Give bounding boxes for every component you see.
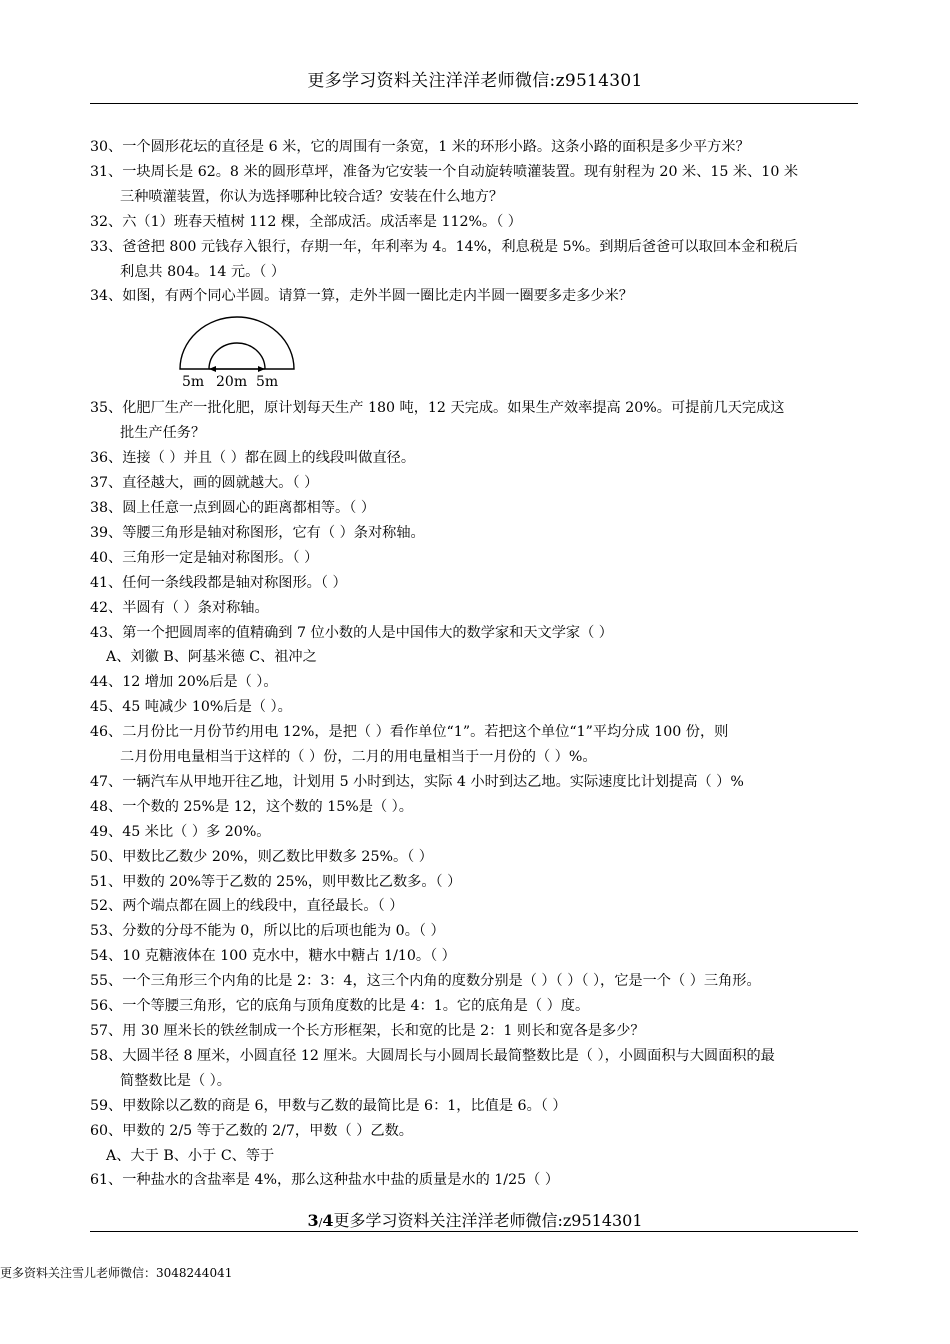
question-33: 33、爸爸把 800 元钱存入银行，存期一年，年利率为 4。14%，利息税是 5%。到期后爸爸可以取回本金和税后: [90, 238, 798, 255]
question-35: 35、化肥厂生产一批化肥，原计划每天生产 180 吨，12 天完成。如果生产效率提高 20%。可提前几天完成这: [90, 400, 785, 417]
question-43-options: A、刘徽 B、阿基米德 C、祖冲之: [106, 649, 317, 666]
question-56: 56、一个等腰三角形，它的底角与顶角度数的比是 4：1。它的底角是（ ）度。: [90, 998, 590, 1015]
question-44: 44、12 增加 20%后是（ ）。: [90, 674, 278, 691]
question-47: 47、一辆汽车从甲地开往乙地，计划用 5 小时到达，实际 4 小时到达乙地。实际速度比计划提高（ ）%: [90, 773, 744, 790]
question-48: 48、一个数的 25%是 12，这个数的 15%是（ ）。: [90, 798, 413, 815]
question-49: 49、45 米比（ ）多 20%。: [90, 823, 271, 840]
question-40: 40、三角形一定是轴对称图形。（ ）: [90, 549, 319, 566]
page-footer: [0, 1208, 950, 1231]
question-43: 43、第一个把圆周率的值精确到 7 位小数的人是中国伟大的数学家和天文学家（ ）: [90, 624, 613, 641]
question-52: 52、两个端点都在圆上的线段中，直径最长。（ ）: [90, 898, 404, 915]
label-outer-right: 5m: [256, 374, 279, 391]
question-45: 45、45 吨减少 10%后是（ ）。: [90, 699, 292, 716]
question-38: 38、圆上任意一点到圆心的距离都相等。（ ）: [90, 499, 376, 516]
question-31-cont: 三种喷灌装置，你认为选择哪种比较合适？安装在什么地方？: [120, 188, 504, 205]
question-46: 46、二月份比一月份节约用电 12%，是把（ ）看作单位“1”。若把这个单位“1”平均分成 100 份，则: [90, 724, 729, 741]
question-57: 57、用 30 厘米长的铁丝制成一个长方形框架，长和宽的比是 2：1 则长和宽各是多少？: [90, 1023, 645, 1039]
question-list: [90, 135, 862, 1193]
question-35-cont: 批生产任务？: [120, 425, 206, 442]
question-60: 60、甲数的 2/5 等于乙数的 2/7，甲数（ ）乙数。: [90, 1122, 413, 1139]
question-30: 30、一个圆形花坛的直径是 6 米，它的周围有一条宽，1 米的环形小路。这条小路的面积是多少平方米？: [90, 139, 750, 155]
header-rule: [90, 103, 858, 104]
concentric-semicircles-figure: [90, 309, 862, 396]
page-header: 更多学习资料关注洋洋老师微信:z9514301: [307, 71, 643, 91]
label-diameter: 20m: [216, 374, 248, 391]
question-36: 36、连接（ ）并且（ ）都在圆上的线段叫做直径。: [90, 450, 416, 467]
question-31: 31、一块周长是 62。8 米的圆形草坪，准备为它安装一个自动旋转喷灌装置。现有射程为 20 米、15 米、10 米: [90, 163, 799, 180]
question-32: 32、六（1）班春天植树 112 棵，全部成活。成活率是 112%。（ ）: [90, 213, 522, 230]
question-37: 37、直径越大，画的圆就越大。（ ）: [90, 475, 319, 492]
semicircle-diagram: [178, 315, 308, 391]
question-51: 51、甲数的 20%等于乙数的 25%，则甲数比乙数多。（ ）: [90, 873, 462, 890]
question-55: 55、一个三角形三个内角的比是 2：3：4，这三个内角的度数分别是（ ）（ ）（ ），它是一个（ ）三角形。: [90, 973, 761, 990]
page-number-separator: /: [318, 1216, 323, 1229]
question-41: 41、任何一条线段都是轴对称图形。（ ）: [90, 574, 347, 591]
question-53: 53、分数的分母不能为 0，所以比的后项也能为 0。（ ）: [90, 923, 445, 940]
label-outer-left: 5m: [182, 374, 205, 391]
question-59: 59、甲数除以乙数的商是 6，甲数与乙数的最简比是 6：1，比值是 6。（ ）: [90, 1097, 567, 1114]
footer-rule: [90, 1231, 858, 1232]
footer-text: 更多学习资料关注洋洋老师微信:z9514301: [333, 1211, 643, 1230]
page-number-total: 4: [322, 1211, 334, 1230]
bottom-note: 更多资料关注雪儿老师微信：3048244041: [0, 1266, 233, 1280]
question-58-cont: 简整数比是（ ）。: [120, 1072, 231, 1089]
question-46-cont: 二月份用电量相当于这样的（ ）份，二月的用电量相当于一月份的（ ）%。: [120, 749, 597, 766]
question-33-cont: 利息共 804。14 元。（ ）: [120, 263, 286, 280]
question-54: 54、10 克糖液体在 100 克水中，糖水中糖占 1/10。（ ）: [90, 948, 456, 965]
page-number-current: 3: [307, 1211, 319, 1230]
question-39: 39、等腰三角形是轴对称图形，它有（ ）条对称轴。: [90, 524, 425, 541]
question-58: 58、大圆半径 8 厘米，小圆直径 12 厘米。大圆周长与小圆周长最简整数比是（ ），小圆面积与大圆面积的最: [90, 1047, 775, 1064]
question-50: 50、甲数比乙数少 20%，则乙数比甲数多 25%。（ ）: [90, 848, 433, 865]
question-61: 61、一种盐水的含盐率是 4%，那么这种盐水中盐的质量是水的 1/25（ ）: [90, 1172, 560, 1189]
question-60-options: A、大于 B、小于 C、等于: [106, 1147, 275, 1164]
question-34: 34、如图，有两个同心半圆。请算一算，走外半圆一圈比走内半圆一圈要多走多少米？: [90, 288, 633, 305]
question-42: 42、半圆有（ ）条对称轴。: [90, 599, 269, 616]
